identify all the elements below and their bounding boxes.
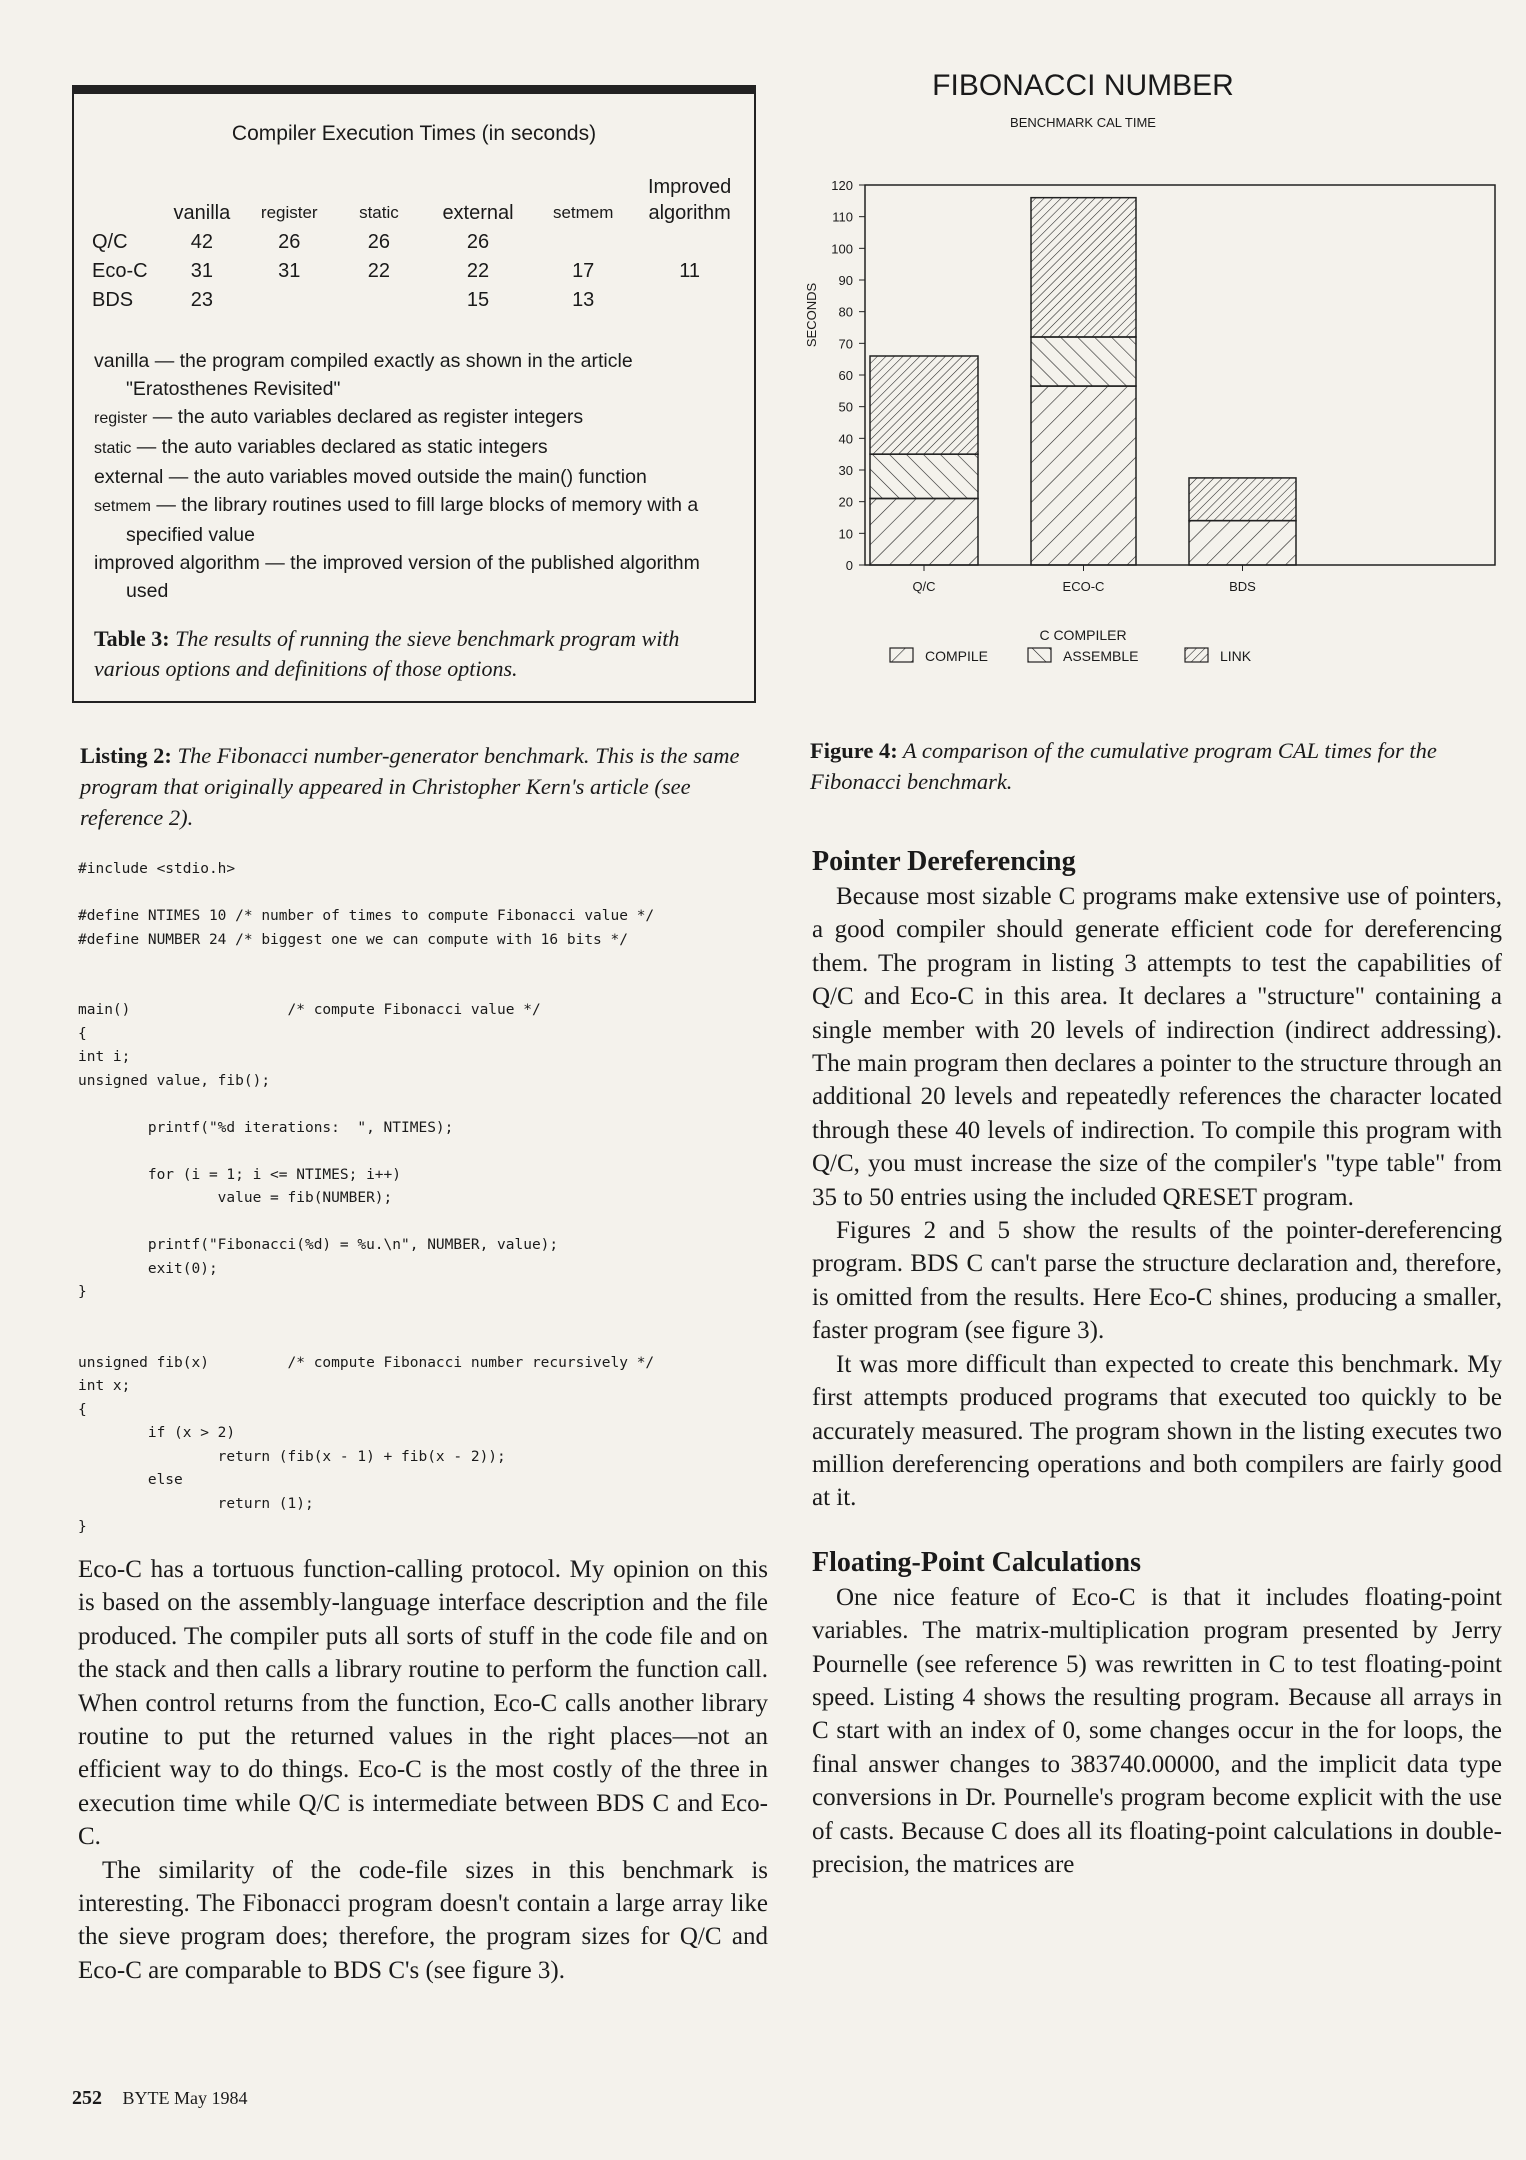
legend-label: COMPILE (925, 648, 989, 664)
x-tick-label: ECO-C (1062, 579, 1105, 594)
table-title: Compiler Execution Times (in seconds) (231, 122, 597, 145)
column-header: setmem (552, 203, 614, 222)
definition-term: vanilla (94, 350, 150, 372)
table-cell: 22 (367, 260, 391, 282)
table-caption-label: Table 3: (94, 626, 170, 651)
figure-caption-label: Figure 4: (810, 738, 898, 763)
bar-link-q/c (870, 356, 978, 454)
y-tick-label: 10 (838, 526, 853, 542)
page-number: 252 (72, 2087, 102, 2109)
paragraph: One nice feature of Eco-C is that it includes floating-point variables. The matrix-multiplication program presented by Jerry Pournelle (see reference 5) was rewritten in C to test floating-point speed. Listing 4 shows the resulting program. Because all arrays in C start with an index of 0, some changes occur in the for loops, the final answer changes to 383740.00000, and the implicit data type conversions in Dr. Pournelle's program become explicit with the use of casts. Because C does all its floating-point calculations in double-precision, the matrices are (812, 1583, 1502, 1878)
column-header: register (260, 203, 318, 222)
definition-term: register (94, 410, 148, 427)
chart-title: FIBONACCI NUMBER (932, 69, 1234, 102)
y-tick-label: 100 (831, 241, 853, 257)
column-header: vanilla (173, 202, 231, 224)
definition-text: — the improved version of the published algorithm used (126, 552, 700, 602)
definition (94, 549, 734, 605)
table-cell: 31 (278, 260, 301, 282)
right-body-text (812, 844, 1502, 1881)
section-heading: Floating-Point Calculations (812, 1546, 1142, 1578)
table-cell: 13 (572, 289, 595, 311)
table-cell (637, 229, 754, 258)
y-tick-label: 0 (845, 558, 853, 573)
definition-text: — the program compiled exactly as shown in the article "Eratosthenes Revisited" (126, 350, 633, 400)
magazine-issue: BYTE May 1984 (122, 2088, 248, 2108)
y-axis-label: SECONDS (804, 282, 819, 348)
listing-caption-text: The Fibonacci number-generator benchmark. This is the same program that originally appeared in Christopher Kern's article (see reference 2). (80, 743, 740, 830)
y-tick-label: 110 (832, 209, 853, 225)
listing-code: #include <stdio.h> #define NTIMES 10 /* number of times to compute Fibonacci value */ #define NUMBER 24 /* biggest one we can compute with 16 bits */ main() /* compute Fibonacci value */ { int i; unsigned value, fib(); printf("%d iterations: ", NTIMES); for (i = 1; i <= NTIMES; i++) value = fib(NUMBER); printf("Fibonacci(%d) = %u.\n", NUMBER, value); exit(0); } unsigned fib(x) /* compute Fibonacci number recursively */ int x; { if (x > 2) return (fib(x - 1) + fib(x - 2)); else return (1); } (78, 861, 655, 1535)
definition (94, 463, 734, 491)
definition-text: — the auto variables moved outside the main() function (163, 466, 647, 488)
table-cell: 23 (190, 289, 214, 311)
table-cell: 26 (278, 231, 301, 253)
legend-label: ASSEMBLE (1063, 648, 1139, 664)
table-caption-text: The results of running the sieve benchmark program with various options and definitions of those options. (94, 626, 680, 681)
table-cell: 11 (679, 260, 700, 282)
paragraph: The similarity of the code-file sizes in this benchmark is interesting. The Fibonacci program doesn't contain a large array like the sieve program does; therefore, the program sizes for Q/C and Eco-C are comparable to BDS C's (see figure 3). (78, 1856, 768, 1984)
column-header: static (359, 203, 399, 222)
column-header: external (442, 202, 514, 224)
bar-compile-q/c (870, 499, 978, 566)
paragraph: Figures 2 and 5 show the results of the pointer-dereferencing program. BDS C can't parse the structure declaration and, therefore, is omitted from the results. Here Eco-C shines, producing a smaller, faster program (see figure 3). (812, 1217, 1502, 1345)
y-tick-label: 80 (838, 304, 853, 320)
x-tick-label: BDS (1229, 579, 1256, 594)
y-tick-label: 40 (838, 431, 853, 447)
table-cell: 26 (367, 231, 391, 253)
bar-compile-eco-c (1031, 386, 1136, 565)
table-row (92, 258, 754, 287)
y-tick-label: 20 (838, 494, 853, 510)
x-axis-label: C COMPILER (1039, 627, 1127, 643)
listing-caption (80, 740, 760, 833)
table-cell (343, 287, 427, 316)
table-caption (94, 624, 734, 684)
definition-text: — the auto variables declared as register integers (147, 406, 584, 428)
figure-caption-text: A comparison of the cumulative program CAL times for the Fibonacci benchmark. (810, 738, 1437, 794)
paragraph: It was more difficult than expected to create this benchmark. My first attempts produced programs that executed too quickly to be accurately measured. The program shown in the listing executes two million dereferencing operations and both compilers are fairly good at it. (812, 1350, 1502, 1512)
legend-label: LINK (1220, 648, 1252, 664)
y-tick-label: 70 (838, 336, 853, 352)
legend-swatch-link (1185, 648, 1208, 662)
table-row (92, 229, 754, 258)
table-row (92, 287, 754, 316)
table-cell: 15 (466, 289, 490, 311)
section-heading: Pointer Dereferencing (812, 846, 1076, 877)
left-body-text (78, 1553, 768, 1987)
paragraph: Because most sizable C programs make extensive use of pointers, a good compiler should generate efficient code for dereferencing them. The program in listing 3 attempts to test the capabilities of Q/C and Eco-C in this area. It declares a "structure" containing a single member with 20 levels of indirection (indirect addressing). The main program then declares a pointer to the structure through an additional 20 levels and repeatedly references the character located through these 40 levels of indirection. To compile this program with Q/C, you must increase the size of the compiler's "type table" from 35 to 50 entries using the included QRESET program. (812, 883, 1502, 1211)
definition (94, 403, 734, 433)
y-tick-label: 30 (838, 463, 853, 478)
definition (94, 347, 734, 403)
table-cell: 17 (572, 260, 595, 282)
table-cell (637, 287, 754, 316)
bar-link-eco-c (1031, 198, 1136, 337)
y-tick-label: 90 (838, 273, 853, 288)
bar-assemble-eco-c (1031, 337, 1136, 386)
table-cell: 26 (466, 231, 490, 253)
bar-link-bds (1189, 478, 1296, 521)
paragraph: Eco-C has a tortuous function-calling protocol. My opinion on this is based on the assembly-language interface description and the file produced. The compiler puts all sorts of stuff in the code file and on the stack and then calls a library routine to perform the function call. When control returns from the function, Eco-C calls another library routine to put the returned values in the right places—not an efficient way to do things. Eco-C is the most costly of the three in execution time while Q/C is intermediate between BDS C and Eco-C. (78, 1556, 768, 1851)
page-footer (72, 2087, 248, 2110)
table-3-box (72, 85, 756, 703)
option-definitions (94, 347, 734, 605)
column-header: Improved algorithm (647, 176, 732, 224)
execution-times-table (92, 174, 754, 316)
x-tick-label: Q/C (912, 579, 936, 594)
legend-swatch-compile (890, 648, 913, 662)
y-tick-label: 120 (831, 178, 853, 193)
fibonacci-chart (800, 60, 1526, 720)
definition-text: — the auto variables declared as static integers (131, 436, 548, 458)
table-cell: 42 (190, 231, 214, 253)
figure-caption (810, 735, 1500, 797)
definition-text: — the library routines used to fill large blocks of memory with a specified value (126, 494, 699, 546)
chart-subtitle: BENCHMARK CAL TIME (1010, 115, 1156, 130)
definition-term: improved algorithm (94, 552, 260, 574)
row-label: Eco-C (92, 260, 148, 282)
table-cell (541, 229, 637, 258)
table-cell: 31 (190, 260, 214, 282)
definition-term: static (94, 440, 132, 457)
row-label: BDS (92, 289, 134, 311)
y-tick-label: 50 (838, 399, 853, 415)
definition-term: external (94, 466, 164, 488)
legend-swatch-assemble (1028, 648, 1051, 662)
listing-caption-label: Listing 2: (80, 743, 172, 768)
table-cell: 22 (466, 260, 490, 282)
table-cell (248, 287, 343, 316)
bar-compile-bds (1189, 521, 1296, 565)
definition (94, 491, 734, 549)
table-header-row (92, 174, 754, 229)
definition (94, 433, 734, 463)
row-label: Q/C (92, 231, 128, 253)
definition-term: setmem (94, 498, 151, 515)
y-tick-label: 60 (838, 368, 853, 383)
bar-assemble-q/c (870, 454, 978, 498)
column-header (92, 174, 168, 229)
